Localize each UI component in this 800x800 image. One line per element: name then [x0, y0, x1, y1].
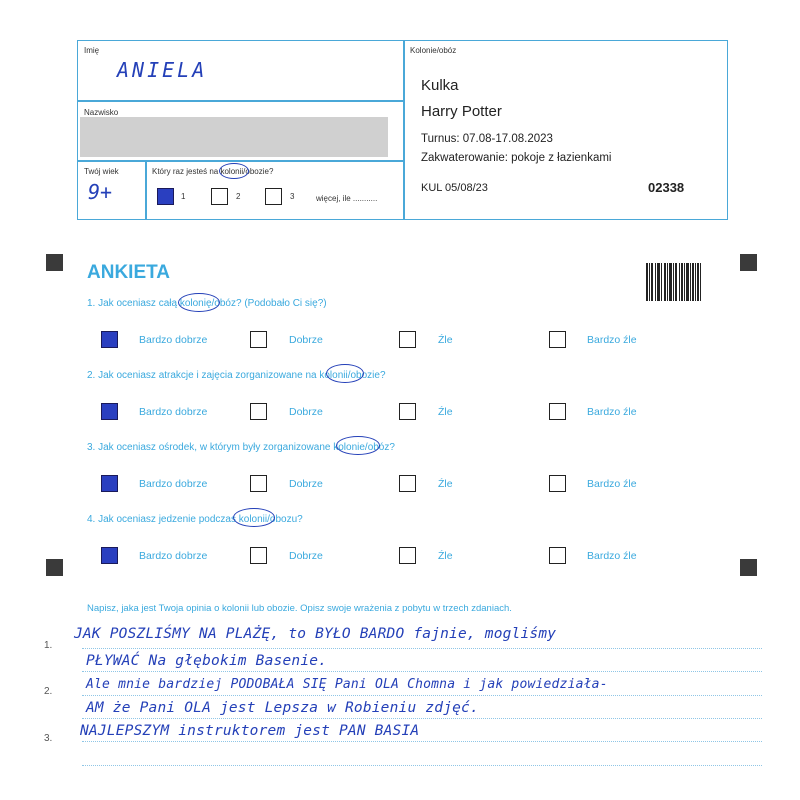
q4-option-bardzo-dobrze-label: Bardzo dobrze	[139, 550, 208, 562]
q1-option-dobrze-checkbox[interactable]	[250, 331, 267, 348]
question-3-text: 3. Jak oceniasz ośrodek, w którym były zorganizowane kolonie/obóz?	[87, 442, 395, 453]
q2-option-dobrze-checkbox[interactable]	[250, 403, 267, 420]
camp-code: KUL 05/08/23	[421, 182, 488, 194]
ktory-raz-checkbox-3[interactable]	[265, 188, 282, 205]
wiecej-label: więcej, ile ...........	[316, 194, 378, 203]
q3-option-bardzo-dobrze-checkbox[interactable]	[101, 475, 118, 492]
handwritten-line-3: Ale mnie bardziej PODOBAŁA SIĘ Pani OLA Chomna i jak powiedziała-	[86, 677, 608, 692]
handwritten-circle	[219, 163, 249, 179]
q1-option-dobrze-label: Dobrze	[289, 334, 323, 346]
handwritten-line-4: AM że Pani OLA jest Lepsza w Robieniu zdjęć.	[86, 700, 479, 716]
handwritten-line-1: JAK POSZLIŚMY NA PLAŻĘ, to BYŁO BARDO fajnie, mogliśmy	[74, 626, 557, 642]
camp-theme: Harry Potter	[421, 103, 502, 120]
camp-name: Kulka	[421, 77, 459, 94]
form-number: 02338	[648, 180, 685, 195]
q1-option-bardzo-dobrze-checkbox[interactable]	[101, 331, 118, 348]
q2-option-bardzo-dobrze-label: Bardzo dobrze	[139, 406, 208, 418]
redacted-surname	[80, 117, 388, 157]
writing-line	[82, 671, 762, 672]
imie-value: ANIELA	[117, 58, 208, 82]
registration-marker	[740, 559, 757, 576]
survey-title: ANKIETA	[87, 262, 171, 283]
q1-option-zle-checkbox[interactable]	[399, 331, 416, 348]
writing-line	[82, 718, 762, 719]
q2-option-dobrze-label: Dobrze	[289, 406, 323, 418]
ktory-raz-option-3: 3	[290, 192, 295, 201]
writing-line	[82, 765, 762, 766]
registration-marker	[740, 254, 757, 271]
ktory-raz-label: Który raz jesteś na kolonii/obozie?	[152, 167, 274, 176]
q4-option-dobrze-label: Dobrze	[289, 550, 323, 562]
q1-option-bardzo-zle-checkbox[interactable]	[549, 331, 566, 348]
registration-marker	[46, 559, 63, 576]
writing-line	[82, 648, 762, 649]
ktory-raz-checkbox-1[interactable]	[157, 188, 174, 205]
divider-wiek	[145, 160, 147, 220]
q4-option-bardzo-zle-label: Bardzo źle	[587, 550, 637, 562]
question-2-text: 2. Jak oceniasz atrakcje i zajęcia zorganizowane na kolonii/obozie?	[87, 370, 386, 381]
ktory-raz-checkbox-2[interactable]	[211, 188, 228, 205]
question-4-text: 4. Jak oceniasz jedzenie podczas kolonii/obozu?	[87, 514, 303, 525]
line-number-3: 3.	[44, 733, 53, 744]
q3-option-zle-label: Źle	[438, 478, 453, 490]
q1-option-zle-label: Źle	[438, 334, 453, 346]
handwritten-line-2: PŁYWAĆ Na głębokim Basenie.	[86, 653, 328, 669]
nazwisko-label: Nazwisko	[84, 108, 119, 117]
q2-option-zle-label: Źle	[438, 406, 453, 418]
q2-option-bardzo-dobrze-checkbox[interactable]	[101, 403, 118, 420]
ktory-raz-option-1: 1	[181, 192, 186, 201]
handwritten-circle	[178, 293, 220, 312]
handwritten-circle	[233, 508, 275, 527]
q2-option-bardzo-zle-label: Bardzo źle	[587, 406, 637, 418]
q3-option-dobrze-label: Dobrze	[289, 478, 323, 490]
q2-option-bardzo-zle-checkbox[interactable]	[549, 403, 566, 420]
ktory-raz-option-2: 2	[236, 192, 241, 201]
barcode-icon	[646, 263, 701, 301]
q4-option-bardzo-dobrze-checkbox[interactable]	[101, 547, 118, 564]
camp-turnus: Turnus: 07.08-17.08.2023	[421, 133, 553, 145]
q3-option-bardzo-zle-checkbox[interactable]	[549, 475, 566, 492]
handwritten-circle	[326, 364, 364, 383]
imie-label: Imię	[84, 46, 100, 55]
wiek-value: 9+	[88, 180, 113, 204]
registration-marker	[46, 254, 63, 271]
question-1-text: 1. Jak oceniasz całą kolonię/obóz? (Podobało Ci się?)	[87, 298, 327, 309]
q3-option-bardzo-dobrze-label: Bardzo dobrze	[139, 478, 208, 490]
camp-label: Kolonie/obóz	[410, 46, 457, 55]
wiek-label: Twój wiek	[84, 167, 119, 176]
line-number-1: 1.	[44, 640, 53, 651]
divider-imie	[77, 100, 404, 102]
q3-option-bardzo-zle-label: Bardzo źle	[587, 478, 637, 490]
q4-option-dobrze-checkbox[interactable]	[250, 547, 267, 564]
divider-nazwisko	[77, 160, 404, 162]
q1-option-bardzo-zle-label: Bardzo źle	[587, 334, 637, 346]
writing-line	[82, 741, 762, 742]
q4-option-zle-label: Źle	[438, 550, 453, 562]
opinion-prompt: Napisz, jaka jest Twoja opinia o kolonii lub obozie. Opisz swoje wrażenia z pobytu w trzech zdaniach.	[87, 603, 512, 614]
q4-option-bardzo-zle-checkbox[interactable]	[549, 547, 566, 564]
q2-option-zle-checkbox[interactable]	[399, 403, 416, 420]
q4-option-zle-checkbox[interactable]	[399, 547, 416, 564]
handwritten-circle	[336, 436, 380, 455]
q3-option-zle-checkbox[interactable]	[399, 475, 416, 492]
handwritten-line-5: NAJLEPSZYM instruktorem jest PAN BASIA	[80, 723, 420, 739]
q1-option-bardzo-dobrze-label: Bardzo dobrze	[139, 334, 208, 346]
camp-zakwaterowanie: Zakwaterowanie: pokoje z łazienkami	[421, 152, 612, 164]
writing-line	[82, 695, 762, 696]
q3-option-dobrze-checkbox[interactable]	[250, 475, 267, 492]
line-number-2: 2.	[44, 686, 53, 697]
header-divider-vertical	[403, 40, 405, 220]
